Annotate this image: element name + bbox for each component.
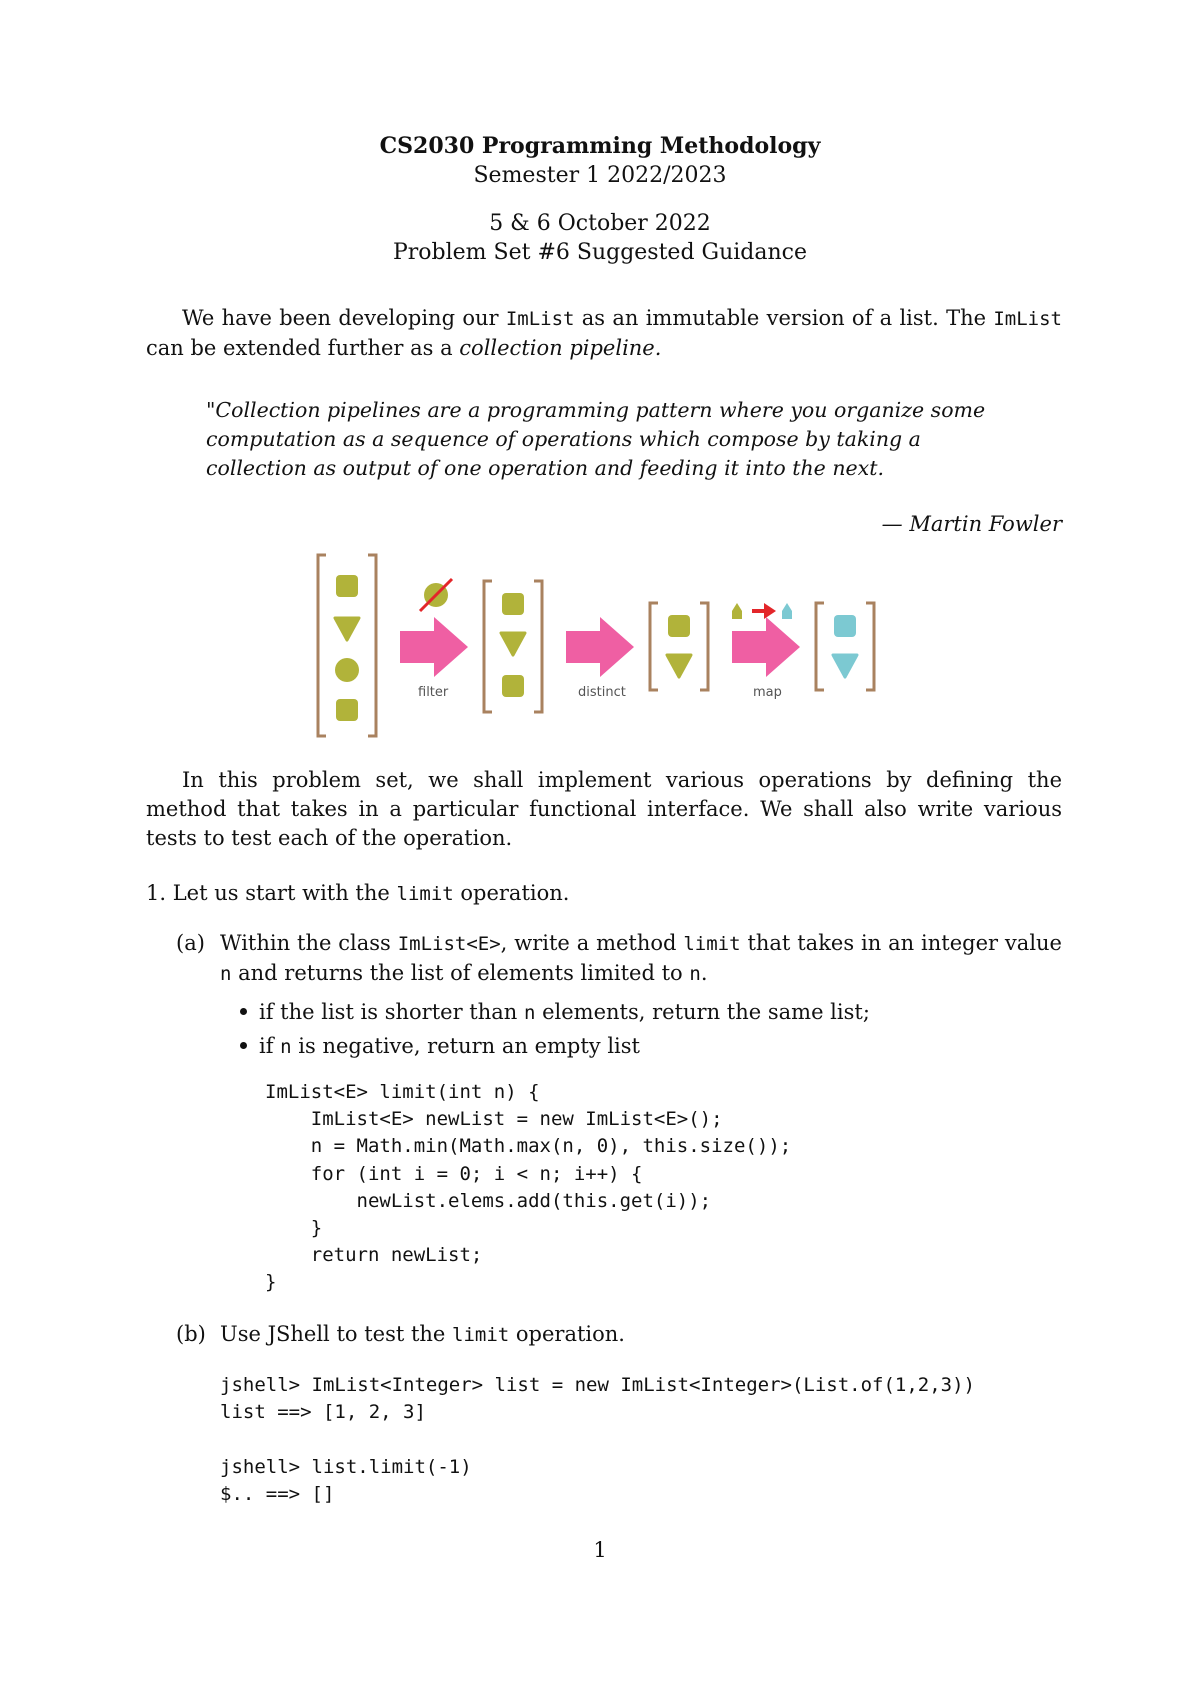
part-a-text-seg: , write a method bbox=[500, 931, 684, 955]
code-imlist: ImList bbox=[993, 308, 1062, 330]
jshell-line: $.. ==> [] bbox=[220, 1482, 335, 1505]
part-b-text bbox=[220, 1320, 625, 1350]
square-shape bbox=[668, 615, 690, 637]
question-text: Let us start with the bbox=[172, 881, 397, 905]
limit-code-block bbox=[265, 1079, 791, 1297]
map-arrow-icon bbox=[732, 617, 800, 677]
triangle-shape bbox=[335, 618, 359, 640]
semester: Semester 1 2022/2023 bbox=[473, 163, 727, 188]
bullet-text: is negative, return an empty list bbox=[291, 1034, 640, 1058]
circle-shape bbox=[335, 658, 359, 682]
intro-text: can be extended further as a bbox=[146, 336, 460, 360]
part-b-text-seg: Use JShell to test the bbox=[220, 1322, 453, 1346]
code-n: n bbox=[689, 963, 701, 985]
olive-up-icon bbox=[732, 603, 742, 619]
problem-set-title: Problem Set #6 Suggested Guidance bbox=[392, 240, 808, 265]
jshell-line: list ==> [1, 2, 3] bbox=[220, 1401, 426, 1424]
fowler-quote: "Collection pipelines are a programming pattern where you organize some computation as a sequence of operations which compose by taking a collection as output of one operation and feeding it into the next. bbox=[206, 398, 986, 480]
teal-square-shape bbox=[834, 615, 856, 637]
red-map-arrow-icon bbox=[752, 603, 776, 619]
square-shape bbox=[502, 593, 524, 615]
part-a-text-seg: that takes in an integer value bbox=[740, 931, 1062, 955]
jshell-line: jshell> list.limit(-1) bbox=[220, 1455, 472, 1478]
bullet-text: if bbox=[259, 1034, 281, 1058]
code-line: ImList<E> limit(int n) { bbox=[265, 1081, 540, 1103]
part-a-text-seg: and returns the list of elements limited to bbox=[231, 961, 690, 985]
code-limit: limit bbox=[452, 1324, 510, 1346]
code-line: } bbox=[265, 1271, 277, 1294]
code-imlist: ImList bbox=[505, 308, 575, 330]
distinct-arrow-icon bbox=[566, 617, 634, 677]
code-n: n bbox=[220, 963, 232, 985]
part-a-text-seg: Within the class bbox=[220, 931, 398, 955]
part-a-text-seg: . bbox=[700, 961, 708, 985]
date: 5 & 6 October 2022 bbox=[489, 211, 711, 236]
map-label: map bbox=[753, 685, 782, 700]
intro-text: We have been developing our bbox=[182, 306, 506, 330]
code-line: return newList; bbox=[265, 1244, 483, 1267]
filter-arrow-icon bbox=[400, 617, 468, 677]
collection-pipeline-diagram bbox=[316, 553, 882, 738]
square-shape bbox=[336, 699, 358, 721]
part-b-text-seg: operation. bbox=[509, 1322, 625, 1346]
jshell-line bbox=[220, 1426, 975, 1453]
square-shape bbox=[502, 675, 524, 697]
code-line: n = Math.min(Math.max(n, 0), this.size()); bbox=[265, 1135, 792, 1158]
filter-label: filter bbox=[418, 685, 449, 700]
intro-paragraph bbox=[146, 304, 1062, 363]
collection-pipeline-term: collection pipeline. bbox=[459, 336, 662, 360]
square-shape bbox=[336, 575, 358, 597]
code-limit: limit bbox=[683, 933, 741, 955]
code-line: } bbox=[265, 1217, 323, 1240]
jshell-session bbox=[220, 1372, 975, 1508]
code-n: n bbox=[523, 1002, 536, 1024]
triangle-shape bbox=[667, 655, 691, 677]
code-line: ImList<E> newList = new ImList<E>(); bbox=[265, 1108, 723, 1131]
bullet-dot bbox=[240, 1042, 247, 1049]
teal-up-icon bbox=[782, 603, 792, 619]
distinct-label: distinct bbox=[578, 685, 626, 700]
triangle-shape bbox=[501, 633, 525, 655]
code-imlist-e: ImList<E> bbox=[397, 933, 501, 955]
page-number: 1 bbox=[593, 1538, 607, 1562]
part-a-text bbox=[220, 929, 1062, 989]
bullet-item bbox=[240, 1032, 640, 1062]
code-limit: limit bbox=[396, 883, 454, 905]
question-number: 1. bbox=[146, 881, 167, 905]
bullet-item bbox=[240, 998, 870, 1028]
part-a-label: (a) bbox=[176, 931, 205, 955]
part-b-label: (b) bbox=[176, 1322, 206, 1346]
jshell-line: jshell> ImList<Integer> list = new ImList<Integer>(List.of(1,2,3)) bbox=[220, 1374, 975, 1396]
bullet-dot bbox=[240, 1008, 247, 1015]
intro-text: as an immutable version of a list. The bbox=[574, 306, 994, 330]
code-n: n bbox=[280, 1036, 292, 1058]
code-line: newList.elems.add(this.get(i)); bbox=[265, 1189, 712, 1212]
question-1 bbox=[146, 879, 569, 909]
bullet-text: if the list is shorter than bbox=[259, 1000, 524, 1024]
code-line: for (int i = 0; i < n; i++) { bbox=[265, 1162, 643, 1185]
bullet-text: elements, return the same list; bbox=[535, 1000, 870, 1024]
question-text: operation. bbox=[453, 881, 570, 905]
body-paragraph: In this problem set, we shall implement various operations by defining the method that takes in a particular functional interface. We shall also write various tests to test each of the operation. bbox=[146, 768, 1062, 850]
course-title: CS2030 Programming Methodology bbox=[379, 133, 821, 159]
teal-triangle-shape bbox=[833, 655, 857, 677]
quote-attribution: — Martin Fowler bbox=[881, 512, 1062, 536]
